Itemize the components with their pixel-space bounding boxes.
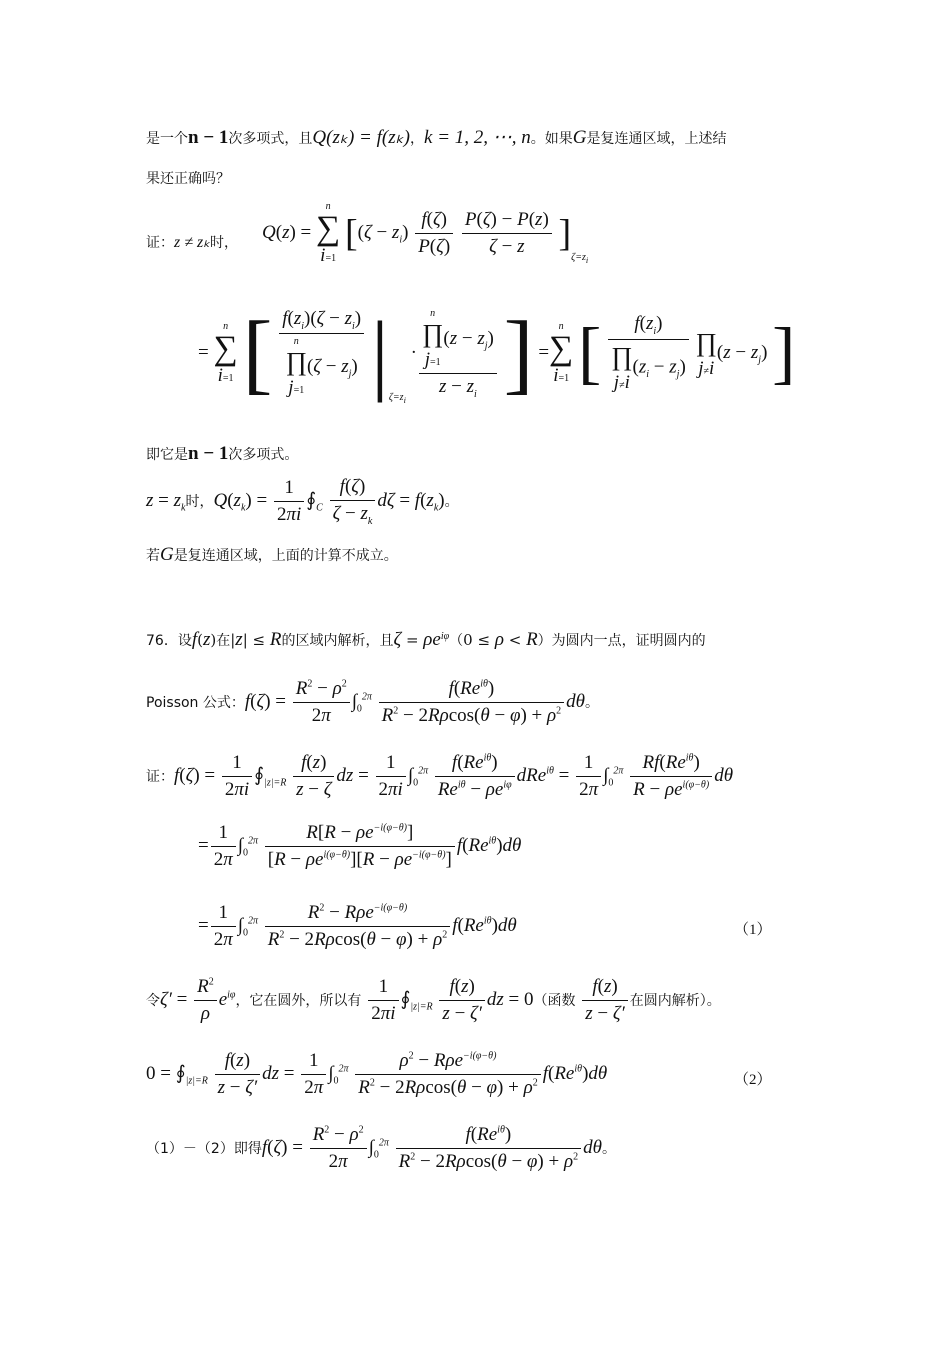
equation-proof2-line1: 证：f(ζ) = $\frac{1}{2\pi i}$ $∮_{|z|=R}$ $\frac{f(z)}{z - \zeta}$ dz = $\frac{1}{2\pi i}$ $\int_0^{2\pi}$ $\frac{f(Re^{i\theta})}{Re^{i\theta} - \rho e^{i\varphi}}$ dRe$^{i\theta}$ = $\frac{1}{2\pi}$ $\int_0^{2\pi}$ $\frac{Rf(Re^{i\theta})}{R - \rho e^{i(\varphi-\theta)}}$ dθ: [146, 752, 734, 800]
text-span: 。: [584, 694, 599, 711]
text-span: 证：: [146, 235, 174, 251]
math-span: G: [572, 127, 587, 148]
equation-poisson: Poisson 公式：f(ζ) = $\frac{R^2 - \rho^2}{2\pi}$ $\int_0^{2\pi}$ $\frac{f(Re^{i\theta})}{R^2 - 2R\rho\cos(\theta - \varphi) + \rho^2}$ dθ。: [146, 678, 599, 726]
text-span: 76．设: [146, 633, 192, 649]
text-span: Poisson 公式：: [146, 694, 245, 711]
equation-proof2-line3: = $\frac{1}{2\pi}$ $\int_0^{2\pi}$ $\frac{R^2 - R\rho e^{-i(\varphi-\theta)}}{R^2 - 2R\rho\cos(\theta - \varphi) + \rho^2}$ $f(Re^{i\theta})d\theta$: [198, 902, 517, 950]
text-span: 若: [146, 548, 160, 564]
text-span: （函数: [533, 992, 576, 1009]
math-span: k = 1, 2, ⋯, n: [424, 127, 531, 148]
text-span: ，: [410, 131, 425, 147]
text-span: 令: [146, 992, 160, 1009]
text-span: 时，: [185, 493, 214, 510]
equation-label-2: （2）: [734, 1072, 772, 1088]
text-span: 在: [216, 633, 231, 649]
text-span: 。: [444, 493, 459, 510]
math-span: n − 1: [188, 443, 229, 464]
text-span: 是复连通区域，上面的计算不成立。: [173, 548, 398, 564]
equation-2: $0 = ∮_{|z|=R}$ $\frac{f(z)}{z - \zeta'}$ dz = $\frac{1}{2\pi}$ $\int_0^{2\pi}$ $\frac{\rho^2 - R\rho e^{-i(\varphi-\theta)}}{R^2 - 2R\rho\cos(\theta - \varphi) + \rho^2}$ $f(Re^{i\theta})d\theta$: [146, 1050, 608, 1098]
intro-line-2: 果还正确吗？: [146, 171, 230, 187]
text-span: （: [449, 633, 464, 649]
equation-final: （1）－（2）即得f(ζ) = $\frac{R^2 - \rho^2}{2\pi}$ $\int_0^{2\pi}$ $\frac{f(Re^{i\theta})}{R^2 - 2R\rho\cos(\theta - \varphi) + \rho^2}$ dθ。: [146, 1124, 616, 1172]
text-span: 即它是: [146, 447, 188, 463]
text-span: 是复连通区域，上述结: [586, 131, 727, 147]
math-span: G: [160, 544, 174, 565]
poly-note: [146, 444, 298, 463]
equation-let-zeta-prime: 令ζ′ = $\frac{R^2}{\rho}$ $e^{i\varphi}$，它在圆外，所以有 $\frac{1}{2\pi i}$ $∮_{|z|=R}$ $\frac{f(z)}{z - \zeta'}$ dz = 0（函数 $\frac{f(z)}{z - \zeta'}$ 在圆内解析）。: [146, 976, 721, 1024]
text-span: 。: [601, 1140, 616, 1157]
equation-z-equals-zk: $z = z_k$时，$Q(z_k)$ = $\frac{1}{2\pi i}$ $∮_C$ $\frac{f(\zeta)}{\zeta - z_k}$ $d\zeta = f(z_k)$。: [146, 476, 459, 527]
text-span: ）为圆内一点，证明圆内的: [537, 633, 706, 649]
proof1-intro: [146, 235, 238, 251]
text-span: 是一个: [146, 131, 188, 147]
multi-connected-note: [146, 545, 398, 564]
text-span: （1）－（2）即得: [146, 1140, 262, 1157]
math-span: Q(zₖ) = f(zₖ): [312, 127, 411, 148]
text-span: 。如果: [530, 131, 573, 147]
text-span: 证：: [146, 768, 174, 785]
equation-q-expanded: = n ∑ i=1 [ $f(z_i)(\zeta - z_i)$ n ∏ j=1 $(\zeta - z_j)$ $|_{\zeta=z_i}$ · n ∏ j=1 $(z - z_j)$ $z - z_i$ ] = n ∑ i=1 [ $f(z_i)$ ∏ j≠i $(z_i - z_j)$ ∏ j≠i $(z - z_j)$ ]: [198, 304, 796, 405]
text-span: ，它在圆外，所以有: [235, 992, 362, 1009]
equation-proof2-line2: = $\frac{1}{2\pi}$ $\int_0^{2\pi}$ $\frac{R[R - \rho e^{-i(\varphi-\theta)}]}{[R - \rho e^{i(\varphi-\theta)}][R - \rho e^{-i(\varphi-\theta)}]}$ $f(Re^{i\theta})d\theta$: [198, 822, 522, 870]
text-span: 的区域内解析，且: [281, 633, 394, 649]
text-span: 在圆内解析）。: [629, 992, 721, 1009]
equation-q-of-z: Q(z) = n ∑ i=1 [$(\zeta - z_i)$ $\frac{f(\zeta)}{P(\zeta)}$ $\frac{P(\zeta) - P(z)}{\zeta - z}$ ]$_{\zeta=z_i}$: [262, 201, 589, 266]
text-span: 次多项式，且: [228, 131, 313, 147]
math-span: z ≠ zₖ: [174, 234, 211, 251]
problem-76-statement: 76．设f(z)在|z| ≤ R的区域内解析，且$\zeta = \rho e^{i\varphi}(0 \le \rho < R)$为圆内一点，证明圆内的: [146, 629, 706, 650]
math-span: n − 1: [188, 127, 229, 148]
text-span: 次多项式。: [228, 447, 299, 463]
intro-line-1: [146, 128, 727, 147]
equation-label-1: （1）: [734, 922, 772, 938]
text-span: 时，: [210, 235, 239, 251]
